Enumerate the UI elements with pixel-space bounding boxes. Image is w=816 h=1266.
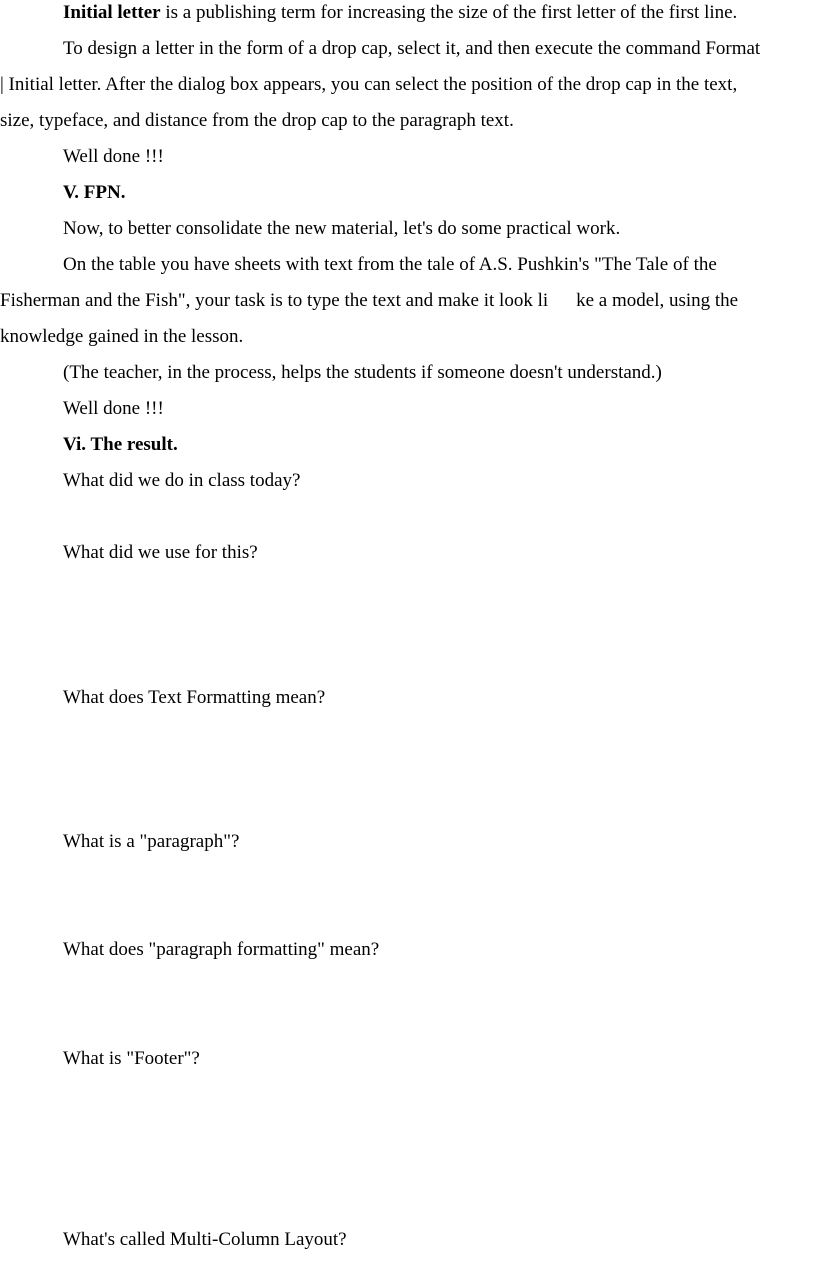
question-1: What did we do in class today? xyxy=(63,470,301,491)
teacher-note: (The teacher, in the process, helps the students if someone doesn't understand.) xyxy=(63,362,662,383)
question-3: What does Text Formatting mean? xyxy=(63,687,326,708)
section-vi-heading: Vi. The result. xyxy=(63,434,178,455)
initial-letter-definition xyxy=(63,0,737,31)
praise-text-1: Well done !!! xyxy=(63,146,164,167)
instructions-line-3: size, typeface, and distance from the drop cap to the paragraph text. xyxy=(0,110,514,131)
instructions-line-1: To design a letter in the form of a drop cap, select it, and then execute the command Format xyxy=(63,38,761,59)
section-v-heading: V. FPN. xyxy=(63,182,126,203)
instructions-line-2: | Initial letter. After the dialog box appears, you can select the position of the drop cap in the text, xyxy=(0,74,738,95)
question-6: What is "Footer"? xyxy=(63,1048,200,1069)
practice-intro: Now, to better consolidate the new material, let's do some practical work. xyxy=(63,218,621,239)
task-line-2-end: ke a model, using the xyxy=(576,290,739,311)
question-5: What does "paragraph formatting" mean? xyxy=(63,939,380,960)
question-2: What did we use for this? xyxy=(63,542,258,563)
question-7: What's called Multi-Column Layout? xyxy=(63,1229,347,1250)
praise-text-2: Well done !!! xyxy=(63,398,164,419)
initial-letter-term: Initial letter xyxy=(63,2,161,23)
question-4: What is a "paragraph"? xyxy=(63,831,240,852)
task-line-2 xyxy=(0,283,738,319)
initial-letter-definition-text: is a publishing term for increasing the size of the first letter of the first line. xyxy=(160,2,738,23)
task-line-3: knowledge gained in the lesson. xyxy=(0,326,244,347)
task-line-1: On the table you have sheets with text from the tale of A.S. Pushkin's "The Tale of the xyxy=(63,254,717,275)
task-line-2-start: Fisherman and the Fish", your task is to type the text and make it look li xyxy=(0,290,549,311)
